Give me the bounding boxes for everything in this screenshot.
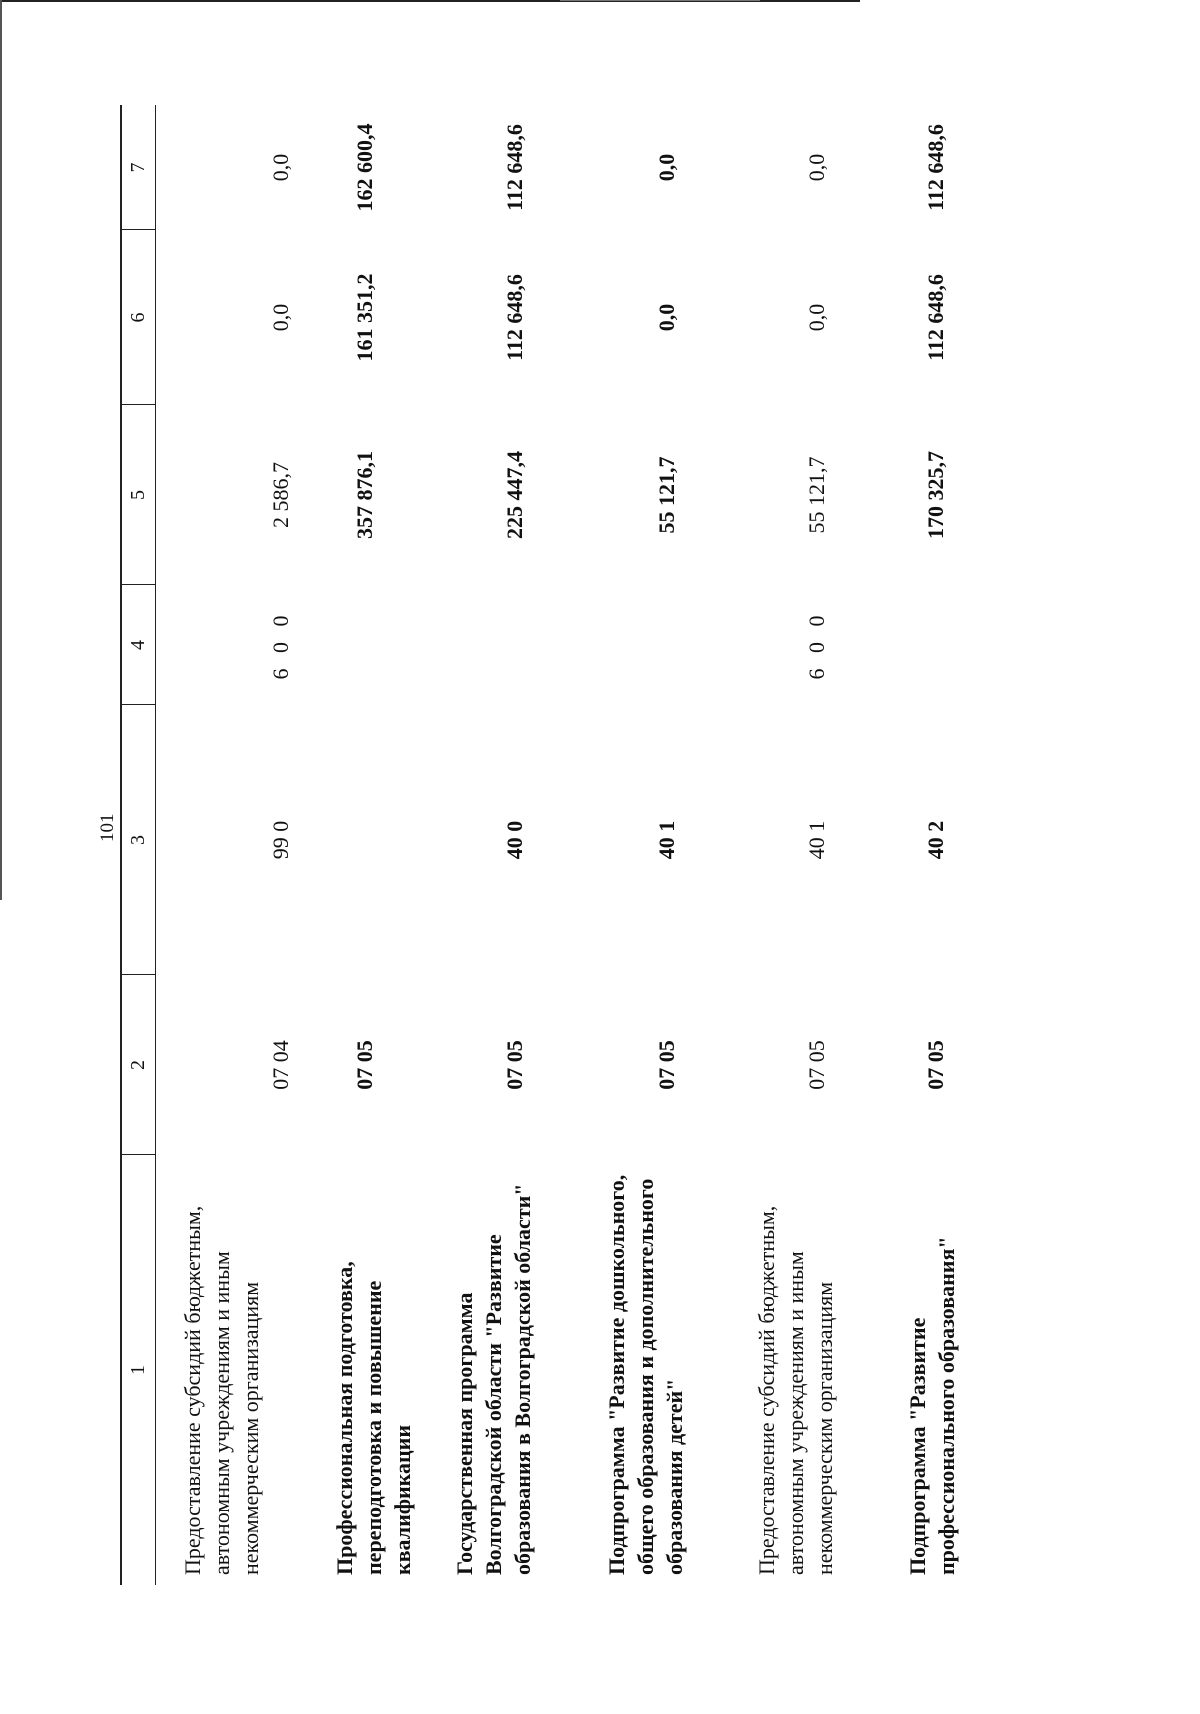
- column-header-7: 7: [127, 162, 149, 173]
- page-number: 101: [97, 813, 118, 842]
- scan-edge-top-faint: [560, 0, 760, 1]
- row-amount-7: 162 600,4: [352, 123, 377, 212]
- row-amount-7: 0,0: [654, 153, 679, 182]
- row-expense-type: 6 0 0: [268, 610, 293, 680]
- row-section-code: 07 04: [268, 1040, 293, 1090]
- row-amount-5: 55 121,7: [654, 456, 679, 534]
- row-amount-5: 357 876,1: [352, 451, 377, 539]
- row-amount-6: 112 648,6: [923, 274, 948, 361]
- row-amount-6: 112 648,6: [502, 274, 527, 361]
- row-name: Профессиональная подготовка, переподготовка и повышение квалификации: [332, 1261, 415, 1575]
- column-header-1: 1: [127, 1365, 149, 1375]
- row-amount-6: 0,0: [654, 303, 679, 332]
- row-target-article: 40 2: [923, 820, 948, 860]
- row-amount-6: 0,0: [804, 303, 829, 332]
- row-amount-7: 0,0: [268, 153, 293, 182]
- column-header-3: 3: [127, 835, 149, 845]
- row-target-article: 99 0: [268, 820, 293, 860]
- column-header-5: 5: [127, 490, 149, 500]
- row-amount-5: 2 586,7: [268, 462, 293, 528]
- row-amount-5: 170 325,7: [923, 451, 948, 539]
- column-header-2: 2: [127, 1060, 149, 1070]
- table-top-border: [120, 105, 122, 1585]
- row-amount-7: 112 648,6: [923, 124, 948, 211]
- row-section-code: 07 05: [352, 1040, 377, 1090]
- row-name: Подпрограмма "Развитие дошкольного, общего образования и дополнительного образования детей": [604, 1174, 687, 1575]
- row-name: Подпрограмма "Развитие профессионального образования": [905, 1236, 959, 1575]
- row-section-code: 07 05: [804, 1040, 829, 1090]
- row-name: Предоставление субсидий бюджетным, автономным учреждениям и иным некоммерческим организациям: [180, 1205, 263, 1575]
- row-section-code: 07 05: [654, 1040, 679, 1090]
- row-amount-5: 225 447,4: [502, 451, 527, 539]
- row-target-article: 40 1: [654, 820, 679, 860]
- table-header-bottom-border: [155, 105, 156, 1585]
- row-target-article: 40 0: [502, 820, 527, 860]
- column-header-4: 4: [127, 640, 149, 650]
- row-amount-7: 112 648,6: [502, 124, 527, 211]
- scan-edge-left: [0, 0, 2, 900]
- budget-table: [120, 105, 1160, 1585]
- row-amount-5: 55 121,7: [804, 456, 829, 534]
- row-amount-6: 0,0: [268, 303, 293, 332]
- row-section-code: 07 05: [923, 1040, 948, 1090]
- row-amount-7: 0,0: [804, 153, 829, 182]
- row-target-article: 40 1: [804, 820, 829, 860]
- row-name: Предоставление субсидий бюджетным, автономным учреждениям и иным некоммерческим организациям: [754, 1205, 837, 1575]
- row-amount-6: 161 351,2: [352, 273, 377, 362]
- column-header-6: 6: [127, 312, 149, 323]
- row-section-code: 07 05: [502, 1040, 527, 1090]
- row-expense-type: 6 0 0: [804, 610, 829, 680]
- row-name: Государственная программа Волгоградской области "Развитие образования в Волгоградской области": [452, 1183, 535, 1575]
